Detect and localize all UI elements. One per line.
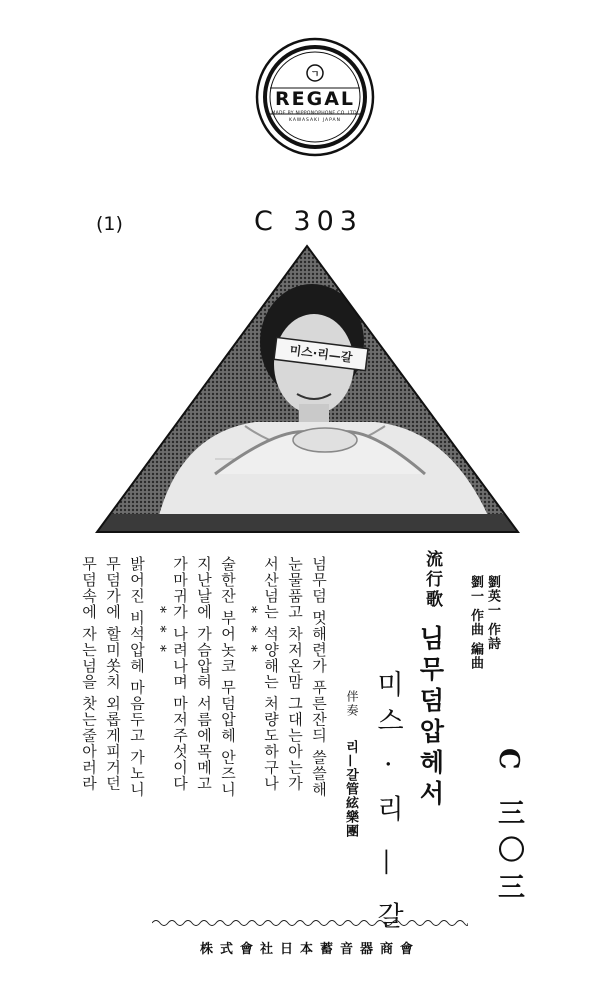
company-name: 株式會社日本蓄音器商會 [199, 942, 420, 957]
accompaniment-name: 리—갈管絃樂團 [343, 740, 358, 838]
decorative-rule [152, 918, 468, 928]
performer-name: 미스 · 리 — 갈 [372, 670, 403, 938]
composer-credit: 劉一 作曲 編曲 [468, 575, 483, 671]
lyric-line: 서산넘는 석양해는 처량도하구나 [262, 556, 280, 792]
lyric-line: 넘무덤 멋해련가 푸른잔듸 쓸쓸해 [310, 556, 328, 798]
song-genre: 流行歌 [422, 550, 442, 610]
song-title: 님무덤압헤서 [416, 625, 445, 811]
verse-separator: * * * [243, 606, 259, 656]
lyric-line: 지난날에 가슴압허 서름에목메고 [195, 556, 213, 792]
verse-separator: * * * [152, 606, 168, 656]
lyricist-credit: 劉英一 作詩 [485, 575, 500, 651]
singer-photo [95, 244, 520, 534]
lyric-line: 무덤가에 할미쏫치 외롭게피거던 [104, 556, 122, 792]
brand-location: KAWASAKI JAPAN [289, 118, 341, 123]
accompaniment-label: 伴奏 [345, 690, 359, 718]
blindfold-label: 미스·리—갈 [288, 343, 354, 365]
catalog-number-korean: C 三〇三 [493, 748, 524, 910]
svg-text:ㄱ: ㄱ [310, 70, 320, 80]
lyric-line: 무덤속에 자는넘을 찻는줄아러라 [80, 556, 98, 792]
lyric-line: 술한잔 부어놋코 무덤압헤 안즈니 [219, 556, 237, 798]
lyric-line: 밝어진 비석압헤 마음두고 가노니 [128, 556, 146, 798]
brand-subline: MADE BY NIPPONOPHONE CO.,LTD. [271, 111, 359, 116]
brand-name: REGAL [274, 88, 356, 110]
side-number: (1) [96, 213, 123, 235]
lyric-line: 가마귀가 나려나며 마저주섯이다 [171, 556, 189, 792]
lyric-line: 눈물품고 차저온맘 그대는아는가 [286, 556, 304, 792]
catalog-number: C 303 [254, 206, 363, 237]
